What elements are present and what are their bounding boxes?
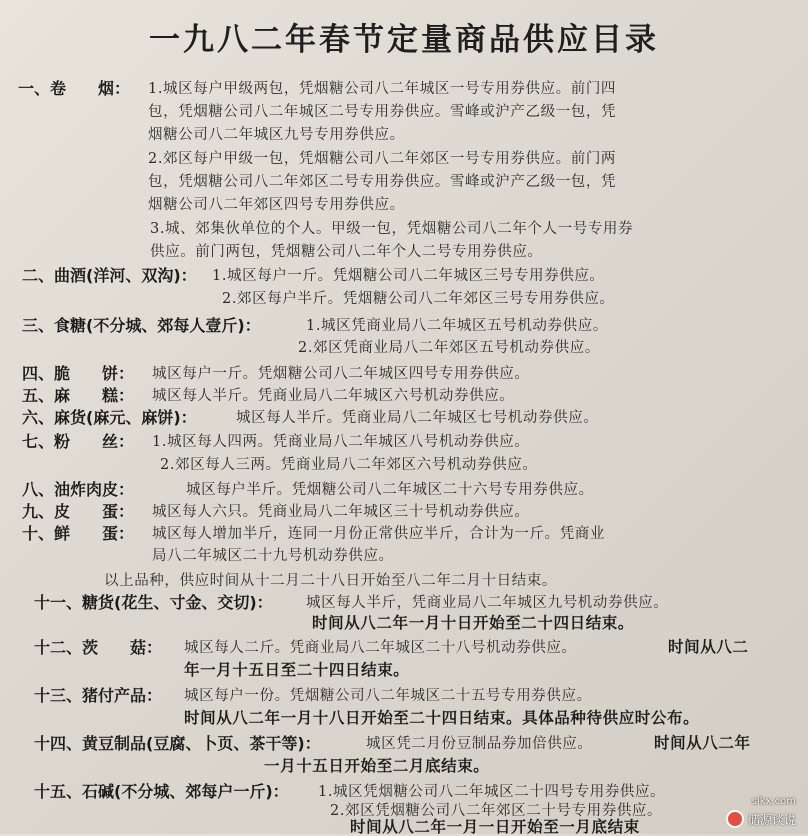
item-11-heading: 十一、糖货(花生、寸金、交切)： xyxy=(34,593,273,612)
item-9-heading: 九、皮 蛋： xyxy=(22,502,135,521)
item-14-line-2: 一月十五日开始至二月底结束。 xyxy=(264,757,490,775)
item-5-heading: 五、麻 糕： xyxy=(22,386,135,405)
item-1-line-3: 烟糖公司八二年城区九号专用券供应。 xyxy=(148,127,405,143)
item-13-heading: 十三、猪付产品： xyxy=(34,686,163,705)
item-8-heading: 八、油炸肉皮： xyxy=(22,480,135,499)
item-15-heading: 十五、石碱(不分城、郊每户一斤)： xyxy=(34,782,289,801)
item-1-line-1: 1.城区每户甲级两包，凭烟糖公司八二年城区一号专用券供应。前门四 xyxy=(148,81,617,97)
item-12-line-1-time: 时间从八二 xyxy=(668,638,749,656)
item-14-line-1: 城区凭二月份豆制品券加倍供应。 xyxy=(366,736,593,752)
item-3-heading: 三、食糖(不分城、郊每人壹斤)： xyxy=(22,316,261,335)
item-1-line-5: 包，凭烟糖公司八二年郊区二号专用券供应。雪峰或沪产乙级一包，凭 xyxy=(148,174,617,190)
watermark-logo-icon xyxy=(726,810,744,828)
item-14-line-1-time: 时间从八二年 xyxy=(654,734,751,752)
item-7-line-2: 2.郊区每人三两。凭商业局八二年郊区六号机动券供应。 xyxy=(160,457,538,473)
item-4-heading: 四、脆 饼： xyxy=(22,364,135,383)
item-6-line-1: 城区每人半斤。凭商业局八二年城区七号机动券供应。 xyxy=(236,410,599,426)
item-15-line-3: 时间从八二年一月一日开始至一月底结束 xyxy=(350,818,640,836)
item-1-line-8: 供应。前门两包，凭烟糖公司八二年个人二号专用券供应。 xyxy=(150,244,543,260)
supply-period-note: 以上品种，供应时间从十二月二十八日开始至八二年二月十日结束。 xyxy=(104,573,557,589)
item-12-heading: 十二、茨 菇： xyxy=(34,638,163,657)
watermark-site: sikx.com xyxy=(751,796,796,807)
item-12-line-2: 年一月十五日至二十四日结束。 xyxy=(184,661,410,679)
item-11-line-2: 时间从八二年一月十日开始至二十四日结束。 xyxy=(312,614,635,632)
item-10-heading: 十、鲜 蛋： xyxy=(22,524,135,543)
item-6-heading: 六、麻货(麻元、麻饼)： xyxy=(22,408,197,427)
item-4-line-1: 城区每户一斤。凭烟糖公司八二年城区四号专用券供应。 xyxy=(152,366,530,382)
item-1-line-2: 包，凭烟糖公司八二年城区二号专用券供应。雪峰或沪产乙级一包，凭 xyxy=(148,104,617,120)
item-1-line-6: 烟糖公司八二年郊区四号专用券供应。 xyxy=(148,197,405,213)
page-title: 一九八二年春节定量商品供应目录 xyxy=(149,22,659,58)
item-15-line-1: 1.城区凭烟糖公司八二年城区二十四号专用券供应。 xyxy=(318,784,666,800)
item-1-line-7: 3.城、郊集伙单位的个人。甲级一包，凭烟糖公司八二年个人一号专用券 xyxy=(150,221,634,237)
item-10-line-1: 城区每人增加半斤，连同一月份正常供应半斤，合计为一斤。凭商业 xyxy=(152,526,605,542)
item-3-line-1: 1.城区凭商业局八二年城区五号机动券供应。 xyxy=(306,318,608,334)
item-2-line-1: 1.城区每户一斤。凭烟糖公司八二年城区三号专用券供应。 xyxy=(212,268,605,284)
item-7-heading: 七、粉 丝： xyxy=(22,432,135,451)
watermark-brand: 储源谈说 xyxy=(747,812,796,827)
item-5-line-1: 城区每人半斤。凭商业局八二年城区六号机动券供应。 xyxy=(152,388,515,404)
item-13-line-2: 时间从八二年一月十八日开始至二十四日结束。具体品种待供应时公布。 xyxy=(184,709,700,727)
item-2-heading: 二、曲酒(洋河、双沟)： xyxy=(22,266,197,285)
item-10-line-2: 局八二年城区二十九号机动券供应。 xyxy=(152,548,394,564)
item-12-line-1: 城区每人二斤。凭商业局八二年城区二十八号机动券供应。 xyxy=(184,640,577,656)
item-1-heading: 一、卷 烟： xyxy=(18,79,131,98)
item-9-line-1: 城区每人六只。凭商业局八二年城区三十号机动券供应。 xyxy=(152,504,530,520)
item-13-line-1: 城区每户一份。凭烟糖公司八二年城区二十五号专用券供应。 xyxy=(184,688,592,704)
item-1-line-4: 2.郊区每户甲级一包，凭烟糖公司八二年郊区一号专用券供应。前门两 xyxy=(148,151,617,167)
item-8-line-1: 城区每户半斤。凭烟糖公司八二年城区二十六号专用券供应。 xyxy=(186,482,594,498)
item-2-line-2: 2.郊区每户半斤。凭烟糖公司八二年郊区三号专用券供应。 xyxy=(222,291,615,307)
watermark xyxy=(726,796,796,828)
item-15-line-2: 2.郊区凭烟糖公司八二年郊区二十号专用券供应。 xyxy=(330,803,663,819)
item-14-heading: 十四、黄豆制品(豆腐、卜页、茶干等)： xyxy=(34,734,321,753)
item-11-line-1: 城区每人半斤，凭商业局八二年城区九号机动券供应。 xyxy=(306,595,669,611)
item-3-line-2: 2.郊区凭商业局八二年郊区五号机动券供应。 xyxy=(298,340,600,356)
item-7-line-1: 1.城区每人四两。凭商业局八二年城区八号机动券供应。 xyxy=(152,434,530,450)
